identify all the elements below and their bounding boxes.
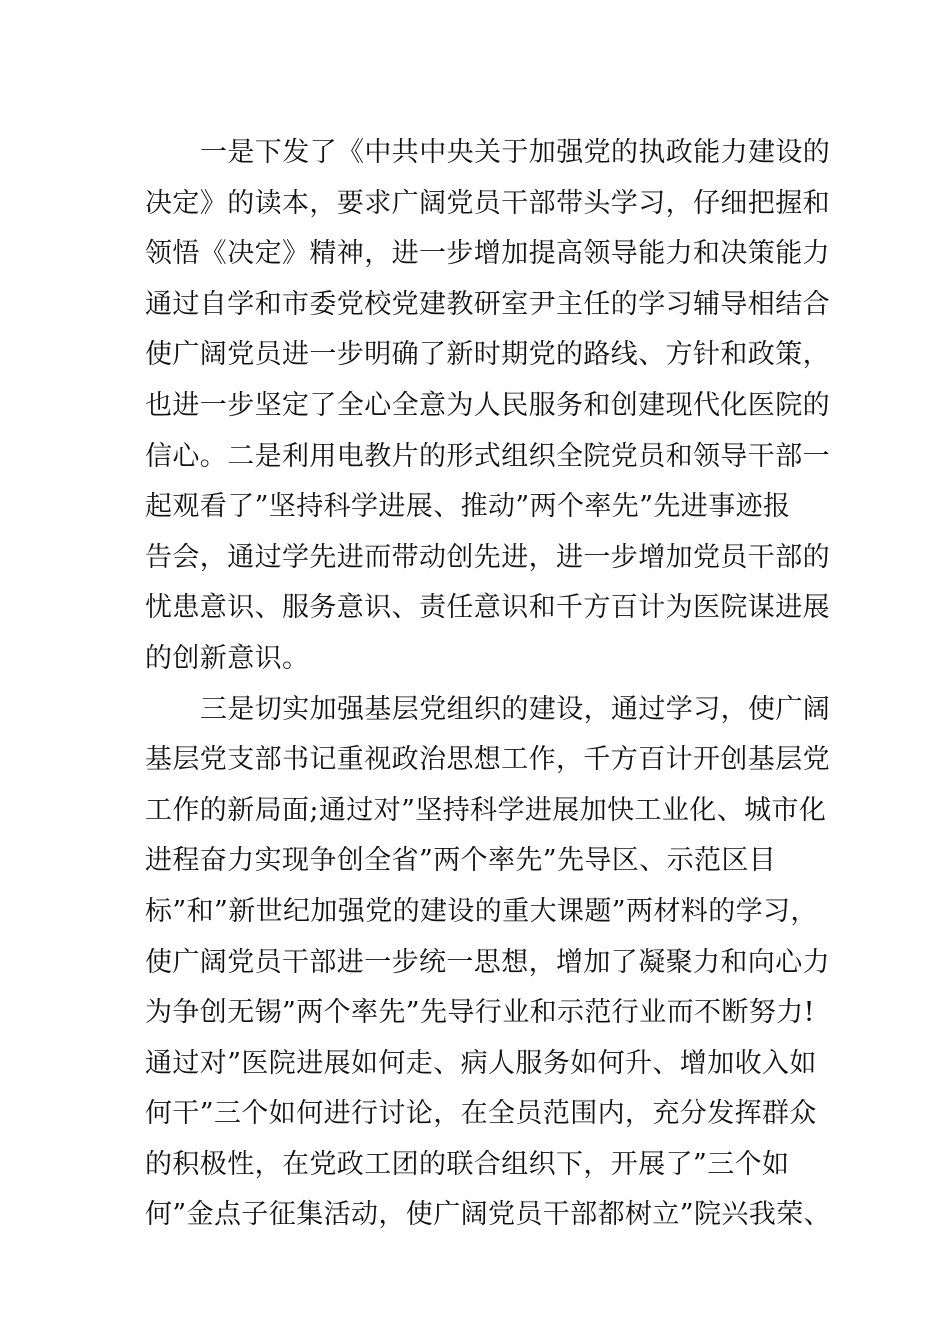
text-line: 通过对”医院进展如何走、病人服务如何升、增加收入如 — [145, 1047, 817, 1079]
text-line: 为争创无锡”两个率先”先导行业和示范行业而不断努力! — [145, 997, 815, 1029]
text-line: 告会，通过学先进而带动创先进，进一步增加党员干部的 — [145, 541, 830, 573]
text-line: 何”金点子征集活动，使广阔党员干部都树立”院兴我荣、 — [145, 1199, 832, 1231]
text-line: 进程奋力实现争创全省”两个率先”先导区、示范区目 — [145, 845, 777, 877]
text-line: 通过自学和市委党校党建教研室尹主任的学习辅导相结合 — [145, 288, 830, 320]
text-line: 也进一步坚定了全心全意为人民服务和创建现代化医院的 — [145, 389, 830, 421]
text-line: 基层党支部书记重视政治思想工作，千方百计开创基层党 — [145, 744, 830, 776]
text-line: 一是下发了《中共中央关于加强党的执政能力建设的 — [200, 137, 831, 168]
text-line: 信心。二是利用电教片的形式组织全院党员和领导干部一 — [145, 440, 830, 472]
text-line: 忧患意识、服务意识、责任意识和千方百计为医院谋进展 — [145, 592, 830, 624]
text-line: 标”和”新世纪加强党的建设的重大课题”两材料的学习， — [145, 895, 818, 927]
text-line: 起观看了”坚持科学进展、推动”两个率先”先进事迹报 — [145, 491, 791, 523]
text-line: 的积极性，在党政工团的联合组织下，开展了”三个如 — [145, 1148, 790, 1180]
body-text — [145, 128, 835, 1241]
text-line: 何干”三个如何进行讨论，在全员范围内，充分发挥群众 — [145, 1098, 817, 1130]
text-line: 工作的新局面;通过对”坚持科学进展加快工业化、城市化 — [145, 794, 827, 826]
text-line: 三是切实加强基层党组织的建设，通过学习，使广阔 — [200, 693, 831, 725]
text-line: 使广阔党员进一步明确了新时期党的路线、方针和政策， — [145, 339, 830, 371]
text-line: 领悟《决定》精神，进一步增加提高领导能力和决策能力 — [145, 238, 830, 270]
text-line: 的创新意识。 — [145, 642, 310, 674]
text-line: 决定》的读本，要求广阔党员干部带头学习，仔细把握和 — [145, 187, 830, 219]
text-line: 使广阔党员干部进一步统一思想，增加了凝聚力和向心力 — [145, 946, 830, 978]
